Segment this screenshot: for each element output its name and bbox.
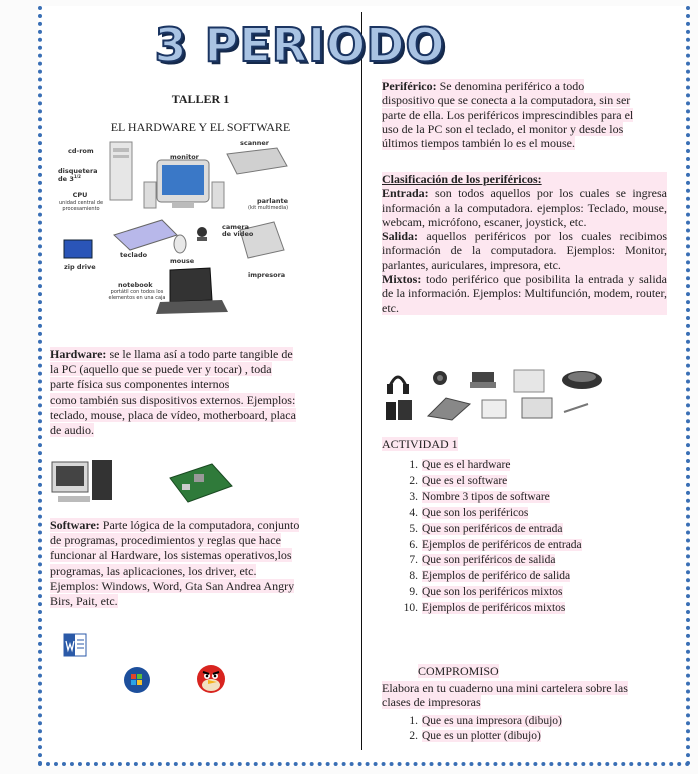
label-camera: camera de video [222, 223, 254, 239]
angry-birds-icon [195, 662, 227, 694]
actividad-title: ACTIVIDAD 1 [382, 437, 458, 451]
hardware-line: la PC (aquello que se puede ver y tocar) , toda [50, 362, 272, 377]
periferico-line: parte de ella. Los periféricos imprescindibles para el [382, 107, 634, 122]
list-item: Que son los periféricos [422, 506, 529, 519]
mixtos-label: Mixtos: [382, 272, 422, 287]
label-mouse: mouse [170, 257, 195, 265]
list-item: Que es un plotter (dibujo) [422, 730, 541, 742]
word-icon [62, 632, 88, 658]
periferico-paragraph [382, 79, 667, 150]
label-monitor: monitor [170, 153, 199, 161]
compromiso-text [382, 681, 667, 710]
list-item: Que son periféricos de entrada [422, 522, 563, 535]
list-item: Ejemplos de periférico de salida [422, 570, 571, 583]
software-line: programas, las aplicaciones, los driver, etc. [50, 563, 257, 578]
label-scanner: scanner [240, 139, 269, 147]
entrada-text: son todos aquellos por los cuales se ingresa información a la computadora. ejemplos: Teclado, mouse, webcam, micrófono, escaner, joystick, etc. [382, 186, 667, 229]
clasificacion-section [382, 172, 667, 315]
hardware-label: Hardware: [50, 347, 107, 361]
motherboard-image [164, 460, 236, 506]
software-line: Ejemplos: Windows, Word, Gta San Andrea Angry [50, 578, 295, 593]
hardware-line: teclado, mouse, placa de vídeo, motherboard, placa [50, 407, 296, 422]
periferico-label: Periférico: [382, 79, 437, 93]
peripherals-image [382, 364, 612, 422]
label-cpu-desc: unidad central de procesamiento [58, 200, 104, 212]
software-line: Parte lógica de la computadora, conjunto [99, 518, 300, 532]
label-cpu: CPU [72, 191, 88, 199]
periferico-line: Se denomina periférico a todo [436, 79, 585, 93]
list-item: Que son periféricos de salida [422, 554, 556, 567]
label-parlante: parlante [257, 197, 289, 205]
hardware-paragraph [50, 347, 355, 438]
label-cdrom: cd-rom [68, 147, 94, 155]
label-teclado: teclado [120, 251, 148, 259]
software-paragraph [50, 518, 355, 609]
entrada-paragraph [382, 186, 667, 229]
compromiso-title: COMPROMISO [418, 664, 499, 678]
compromiso-list [386, 714, 682, 744]
label-zip-drive: zip drive [64, 263, 96, 271]
label-notebook-desc: portátil con todos los elementos en una caja [108, 289, 166, 301]
hardware-line: de audio. [50, 423, 94, 438]
actividad-list [386, 458, 682, 617]
list-item: Que es una impresora (dibujo) [422, 715, 562, 727]
page-title: 3 PERIODO [154, 18, 446, 72]
salida-paragraph [382, 229, 667, 272]
compromiso-line: Elabora en tu cuaderno una mini cartelera sobre las [382, 681, 628, 695]
taller-subtitle: EL HARDWARE Y EL SOFTWARE [110, 120, 291, 134]
mixtos-paragraph [382, 272, 667, 315]
hardware-components-figure [52, 140, 334, 320]
hardware-line: se le llama así a todo parte tangible de [106, 347, 293, 361]
column-divider [361, 12, 362, 750]
periferico-line: últimos tiempos también lo es el mouse. [382, 136, 575, 151]
list-item: Que es el software [422, 474, 508, 487]
software-line: Birs, Pait, etc. [50, 594, 118, 609]
list-item: Ejemplos de periféricos de entrada [422, 538, 582, 551]
salida-label: Salida: [382, 229, 419, 244]
taller-title: TALLER 1 [171, 92, 230, 106]
list-item: Ejemplos de periféricos mixtos [422, 602, 566, 615]
windows-icon [123, 666, 151, 694]
desktop-computer-image [50, 458, 116, 506]
label-disquetera: disquetera de $3^{1/2}$ [58, 167, 98, 184]
label-notebook: notebook [118, 281, 153, 289]
list-item: Que es el hardware [422, 459, 511, 471]
label-impresora: impresora [248, 271, 286, 279]
periferico-line: uso de la PC son el teclado, el monitor y desde los [382, 121, 624, 136]
list-item: Que son los periféricos mixtos [422, 586, 563, 599]
software-label: Software: [50, 518, 100, 532]
entrada-label: Entrada: [382, 186, 429, 201]
clasificacion-title: Clasificación de los periféricos: [382, 172, 667, 186]
hardware-line: como también sus dispositivos externos. Ejemplos: [50, 392, 296, 407]
software-line: de programas, procedimientos y reglas que hace [50, 533, 281, 548]
hardware-line: parte física sus componentes internos [50, 377, 230, 392]
mixtos-text: todo periférico que posibilita la entrada y salida de la información. Ejemplos: Multifunción, modem, router, etc. [382, 272, 667, 315]
compromiso-line: clases de impresoras [382, 695, 481, 710]
salida-text: aquellos periféricos por los cuales recibimos información de la computadora. Ejemplos: Monitor, parlantes, auriculares, impresora, etc. [382, 229, 667, 272]
label-parlante-desc: (kit multimedia) [248, 205, 289, 211]
periferico-line: dispositivo que se conecta a la computadora, sin ser [382, 93, 631, 108]
software-line: funcionar al Hardware, los sistemas operativos,los [50, 548, 292, 563]
list-item: Nombre 3 tipos de software [422, 490, 550, 503]
